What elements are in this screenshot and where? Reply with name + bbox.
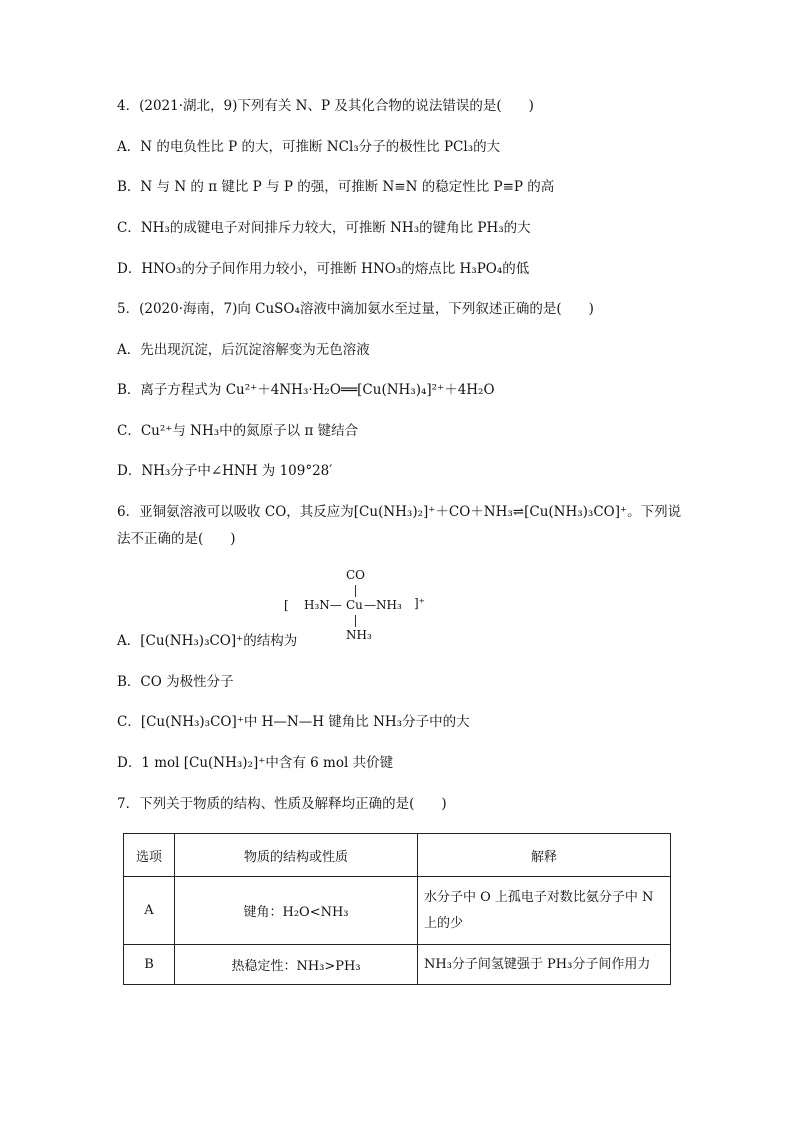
header-property: 物质的结构或性质 <box>175 834 418 877</box>
structure-bond-bottom <box>355 615 356 627</box>
q6-stem-line2: 法不正确的是( ) <box>117 531 236 547</box>
q4-option-d: D．HNO₃的分子间作用力较小，可推断 HNO₃的熔点比 H₃PO₄的低 <box>117 261 530 277</box>
q5-stem: 5．(2020·海南，7)向 CuSO₄溶液中滴加氨水至过量，下列叙述正确的是( ) <box>117 301 594 317</box>
structure-nh3-right: —NH₃ <box>364 598 402 612</box>
complex-structure-diagram <box>284 566 434 646</box>
header-option: 选项 <box>124 834 175 877</box>
row-b-explanation: NH₃分子间氢键强于 PH₃分子间作用力 <box>418 945 671 985</box>
q4-stem: 4．(2021·湖北，9)下列有关 N、P 及其化合物的说法错误的是( ) <box>117 98 534 114</box>
q6-option-c: C．[Cu(NH₃)₃CO]⁺中 H—N—H 键角比 NH₃分子中的大 <box>117 714 470 730</box>
structure-bond-top <box>355 585 356 597</box>
header-explanation: 解释 <box>418 834 671 877</box>
q6-option-a: A．[Cu(NH₃)₃CO]⁺的结构为 <box>117 633 298 649</box>
row-a-property: 键角：H₂O<NH₃ <box>175 877 418 945</box>
q4-option-c: C．NH₃的成键电子对间排斥力较大，可推断 NH₃的键角比 PH₃的大 <box>117 220 531 236</box>
structure-h3n: H₃N— <box>304 598 342 612</box>
q5-option-c: C．Cu²⁺与 NH₃中的氮原子以 π 键结合 <box>117 423 359 439</box>
q4-option-a: A．N 的电负性比 P 的大，可推断 NCl₃分子的极性比 PCl₃的大 <box>117 139 501 155</box>
q5-option-a: A．先出现沉淀，后沉淀溶解变为无色溶液 <box>117 342 370 358</box>
q7-stem: 7．下列关于物质的结构、性质及解释均正确的是( ) <box>117 796 447 812</box>
row-a-explanation: 水分子中 O 上孤电子对数比氨分子中 N 上的少 <box>418 877 671 945</box>
table-row <box>124 945 671 985</box>
q5-option-b: B．离子方程式为 Cu²⁺＋4NH₃·H₂O══[Cu(NH₃)₄]²⁺＋4H₂O <box>117 382 495 398</box>
structure-nh3-bottom: NH₃ <box>346 628 372 642</box>
row-a-option: A <box>124 877 175 945</box>
structure-right-bracket: ]⁺ <box>414 596 426 610</box>
q4-option-b: B．N 与 N 的 π 键比 P 与 P 的强，可推断 N≡N 的稳定性比 P≡P 的高 <box>117 179 555 195</box>
structure-cu: Cu <box>346 598 363 612</box>
row-b-property: 热稳定性：NH₃>PH₃ <box>175 945 418 985</box>
row-b-option: B <box>124 945 175 985</box>
table-row <box>124 877 671 945</box>
q6-stem-line1: 6．亚铜氨溶液可以吸收 CO，其反应为[Cu(NH₃)₂]⁺＋CO＋NH₃⇌[Cu(NH₃)₃CO]⁺。下列说 <box>117 504 682 520</box>
q5-option-d: D．NH₃分子中∠HNH 为 109°28′ <box>117 463 333 479</box>
table-header-row <box>124 834 671 877</box>
structure-co: CO <box>346 568 366 582</box>
q7-table <box>123 833 671 985</box>
structure-left-bracket: [ <box>284 598 289 612</box>
q6-option-d: D．1 mol [Cu(NH₃)₂]⁺中含有 6 mol 共价键 <box>117 755 394 771</box>
q6-option-b: B．CO 为极性分子 <box>117 674 234 690</box>
